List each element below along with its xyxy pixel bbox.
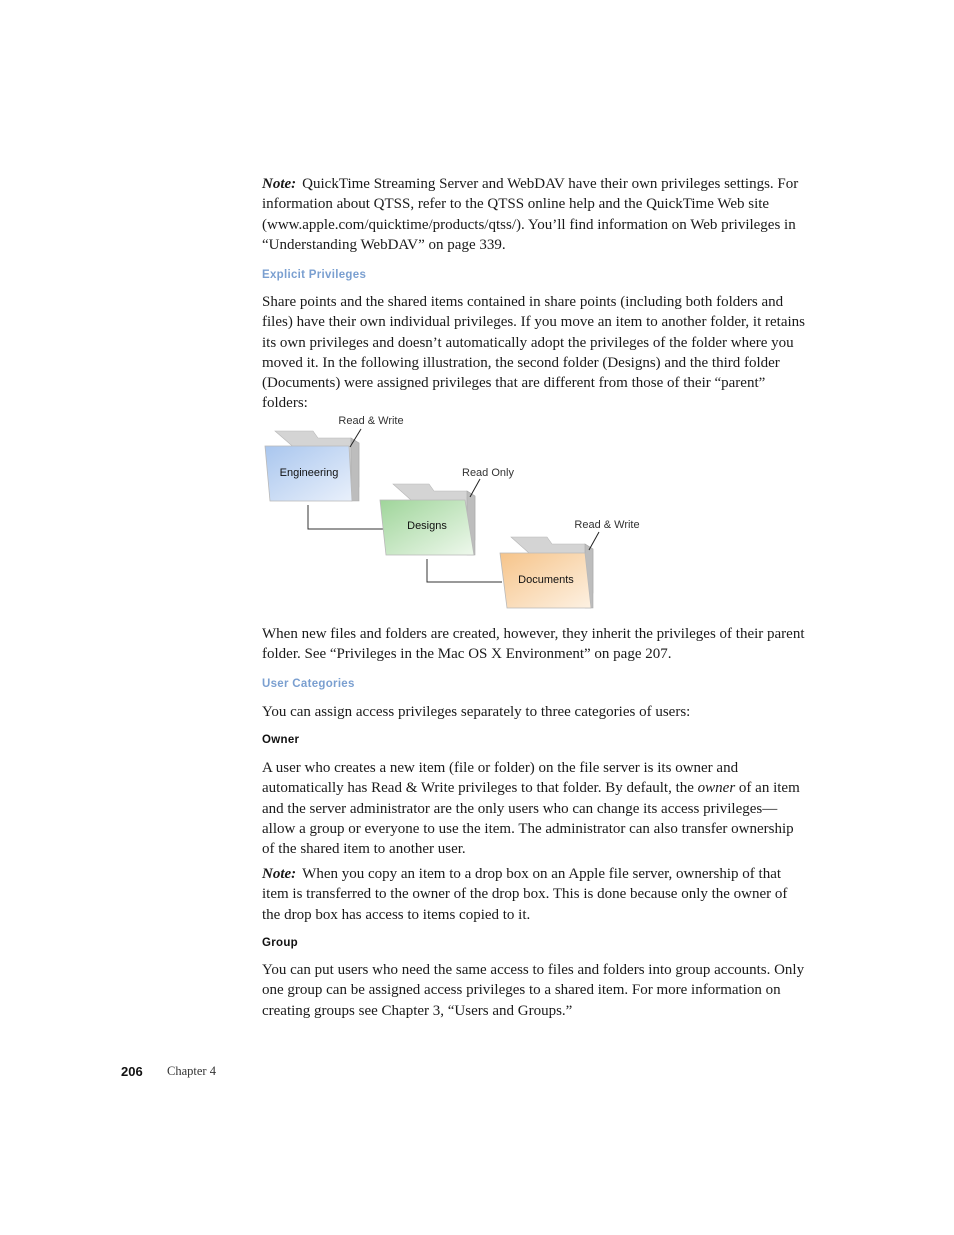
privilege-label: Read & Write — [574, 519, 640, 531]
owner-emphasis: owner — [697, 780, 736, 797]
note-text: QuickTime Streaming Server and WebDAV have their own privileges settings. For information about QTSS, refer to the QTSS online help and the QuickTime Web site (www.apple.com/quicktime/products/qtss/). You’ll find information on Web privileges in “Understanding WebDAV” on page 339. — [262, 176, 799, 253]
heading-group: Group — [262, 937, 298, 949]
heading-owner: Owner — [262, 734, 300, 746]
user-categories-text: You can assign access privileges separately to three categories of users: — [262, 704, 691, 720]
heading-explicit-privileges: Explicit Privileges — [262, 269, 367, 281]
group-paragraph — [262, 960, 807, 1021]
folder-back-icon — [351, 438, 359, 501]
owner-text-end: of an item and the server administrator are the only users who can change its access privileges—allow a group or everyone to use the item. The administrator can also transfer ownership of the shared item to another user. — [262, 780, 800, 858]
explicit-paragraph — [262, 292, 807, 414]
chapter-label: Chapter 4 — [167, 1064, 216, 1078]
folder-documents — [500, 519, 640, 608]
user-categories-paragraph — [262, 702, 807, 722]
folder-label: Designs — [407, 520, 447, 532]
privilege-label: Read Only — [462, 467, 514, 479]
note-drop-box — [262, 864, 807, 925]
connector-line — [308, 505, 385, 529]
folder-label: Documents — [518, 574, 574, 586]
note-label: Note: — [262, 176, 297, 192]
folder-label: Engineering — [279, 467, 339, 479]
owner-paragraph — [262, 758, 807, 859]
inherit-paragraph — [262, 624, 807, 665]
explicit-text: Share points and the shared items contained in share points (including both folders and files) have their own individual privileges. If you move an item to another folder, it retains its own privileges and doesn’t automatically adopt the privileges of the folder where you moved it. In the following illustration, the second folder (Designs) and the third folder (Documents) were assigned privileges that are different from those of their “parent” folders: — [262, 294, 805, 412]
pointer-line — [470, 479, 480, 497]
owner-text-start: A user who creates a new item (file or folder) on the file server is its owner and automatically has Read & Write privileges to that folder. By default, the — [262, 760, 739, 797]
folder-engineering — [265, 415, 404, 501]
folder-designs — [380, 467, 514, 555]
note-label: Note: — [262, 866, 297, 882]
folder-privileges-diagram — [255, 405, 655, 615]
group-text: You can put users who need the same access to files and folders into group accounts. Only one group can be assigned access privileges to a shared item. For more information on creating groups see Chapter 3, “Users and Groups.” — [262, 962, 805, 1019]
connector-line — [427, 559, 502, 582]
note-text: When you copy an item to a drop box on an Apple file server, ownership of that item is transferred to the owner of the drop box. This is done because only the owner of the drop box has access to items copied to it. — [262, 866, 788, 923]
privilege-label: Read & Write — [338, 415, 404, 427]
note-qtss — [262, 174, 807, 255]
pointer-line — [589, 532, 599, 550]
heading-user-categories: User Categories — [262, 678, 355, 690]
inherit-text: When new files and folders are created, however, they inherit the privileges of their parent folder. See “Privileges in the Mac OS X Environment” on page 207. — [262, 626, 805, 663]
page-number: 206 — [121, 1064, 143, 1079]
